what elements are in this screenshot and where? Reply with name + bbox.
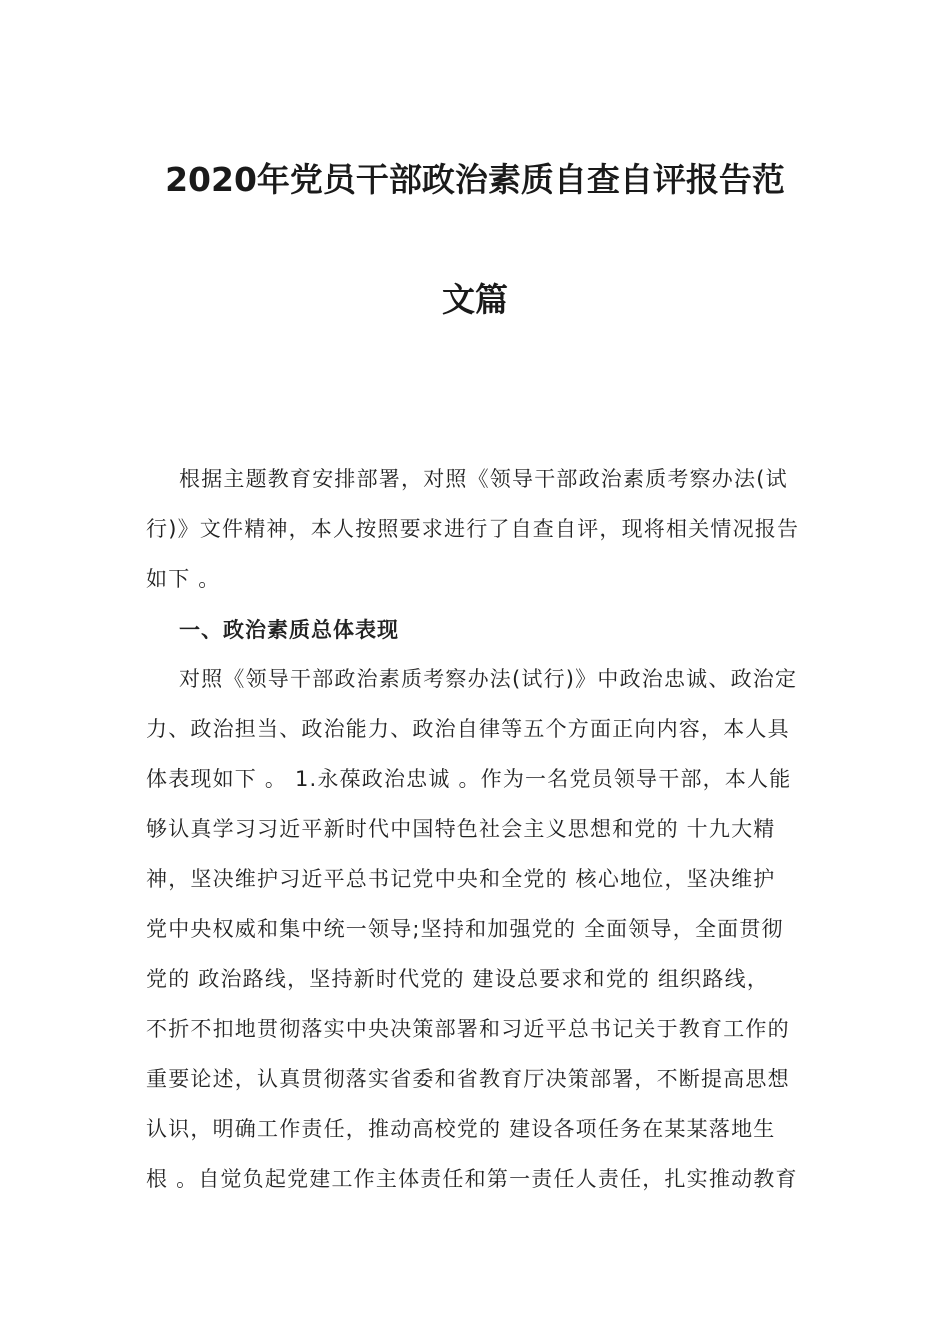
section-heading: 一、政治素质总体表现: [179, 618, 399, 642]
intro-line-1: 根据主题教育安排部署，对照《领导干部政治素质考察办法(试: [179, 467, 788, 491]
body-line-5: 神，坚决维护习近平总书记党中央和全党的 核心地位，坚决维护: [146, 867, 776, 891]
body-line-11: 根 。自觉负起党建工作主体责任和第一责任人责任，扎实推动教育: [146, 1167, 798, 1191]
document-title-line-1: 2020年党员干部政治素质自查自评报告范: [165, 160, 785, 199]
body-line-9: 重要论述，认真贯彻落实省委和省教育厅决策部署，不断提高思想: [146, 1067, 790, 1091]
body-line-3: 体表现如下 。 1.永葆政治忠诚 。作为一名党员领导干部，本人能: [146, 767, 792, 791]
body-line-6: 党中央权威和集中统一领导;坚持和加强党的 全面领导，全面贯彻: [146, 917, 784, 941]
intro-line-3: 如下 。: [146, 567, 221, 591]
body-line-1: 对照《领导干部政治素质考察办法(试行)》中政治忠诚、政治定: [179, 667, 798, 691]
intro-line-2: 行)》文件精神，本人按照要求进行了自查自评，现将相关情况报告: [146, 517, 800, 541]
body-line-10: 认识，明确工作责任，推动高校党的 建设各项任务在某某落地生: [146, 1117, 776, 1141]
body-line-8: 不折不扣地贯彻落实中央决策部署和习近平总书记关于教育工作的: [146, 1017, 790, 1041]
body-line-7: 党的 政治路线，坚持新时代党的 建设总要求和党的 组织路线，: [146, 967, 770, 991]
document-title-line-2: 文篇: [442, 280, 508, 319]
body-line-2: 力、政治担当、政治能力、政治自律等五个方面正向内容，本人具: [146, 717, 790, 741]
body-line-4: 够认真学习习近平新时代中国特色社会主义思想和党的 十九大精: [146, 817, 776, 841]
